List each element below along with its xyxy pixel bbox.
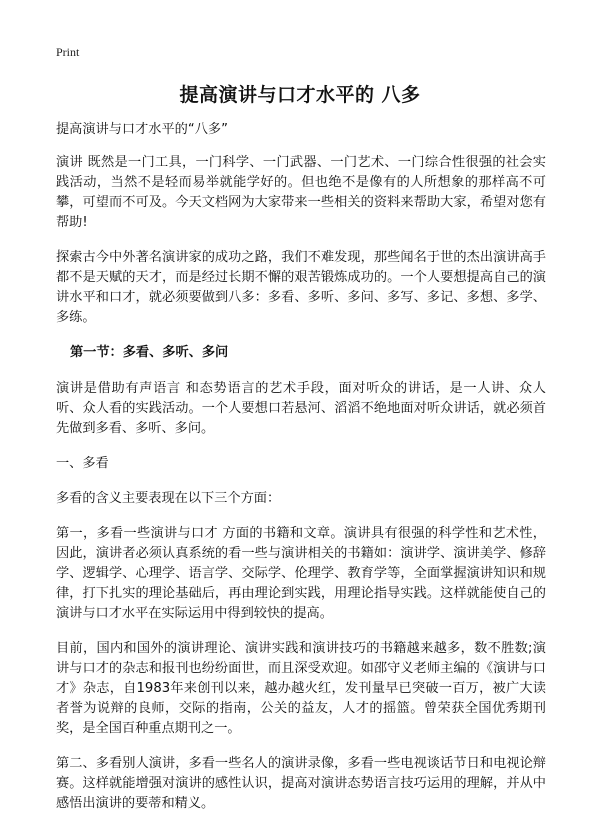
paragraph-intro: 演讲 既然是一门工具，一门科学、一门武器、一门艺术、一门综合性很强的社会实践活动，当然不是轻而易举就能学好的。但也绝不是像有的人所想象的那样高不可攀，可望而不可及。今天文档网为大家带来一些相关的资料来帮助大家，希望对您有帮助! (56, 155, 546, 230)
article-body (56, 120, 546, 829)
subtitle: 提高演讲与口才水平的“八多” (56, 122, 228, 137)
point-first: 第一，多看一些演讲与口才 方面的书籍和文章。演讲具有很强的科学性和艺术性，因此，演讲者必须认真系统的看一些与演讲相关的书籍如：演讲学、演讲美学、修辞学、逻辑学、心理学、语言学、交际学、伦理学、教育学等，全面掌握演讲知识和规律，打下扎实的理论基础后，再由理论到实践，用理论指导实践。这样就能使自己的演讲与口才水平在实际运用中得到较快的提高。 (56, 526, 546, 621)
sub-heading: 一、多看 (56, 456, 109, 471)
section-intro: 演讲是借助有声语言 和态势语言的艺术手段，面对听众的讲话，是一人讲、众人听、众人看的实践活动。一个人要想口若悬河、滔滔不绝地面对听众讲话，就必须首先做到多看、多听、多问。 (56, 381, 546, 436)
point-second: 第二、多看别人演讲，多看一些名人的演讲录像，多看一些电视谈话节日和电视论辩赛。这样就能增强对演讲的感性认识，提高对演讲态势语言技巧运用的理解，并从中感悟出演讲的要蒂和精义。 (56, 756, 546, 811)
print-link[interactable]: Print (56, 45, 80, 59)
paragraph-explore: 探索古今中外著名演讲家的成功之路，我们不难发现，那些闻名于世的杰出演讲高手都不是天赋的天才，而是经过长期不懈的艰苦锻炼成功的。一个人要想提高自己的演讲水平和口才，就必须要做到八多：多看、多听、多问、多写、多记、多想、多学、多练。 (56, 250, 546, 325)
sub-intro: 多看的含义主要表现在以下三个方面： (56, 491, 281, 506)
page-title: 提高演讲与口才水平的 八多 (179, 84, 421, 106)
section-heading: 第一节：多看、多听、多问 (70, 345, 229, 360)
point-current: 目前，国内和国外的演讲理论、演讲实践和演讲技巧的书籍越来越多，数不胜数;演讲与口才的杂志和报刊也纷纷面世，而且深受欢迎。如邵守义老师主编的《演讲与口才》杂志，自1983年来创刊以来，越办越火红，发刊量早已突破一百万，被广大读者誉为说辩的良师，交际的指南，公关的益友，人才的摇篮。曾荣获全国优秀期刊奖，是全国百种重点期刊之一。 (56, 641, 546, 736)
